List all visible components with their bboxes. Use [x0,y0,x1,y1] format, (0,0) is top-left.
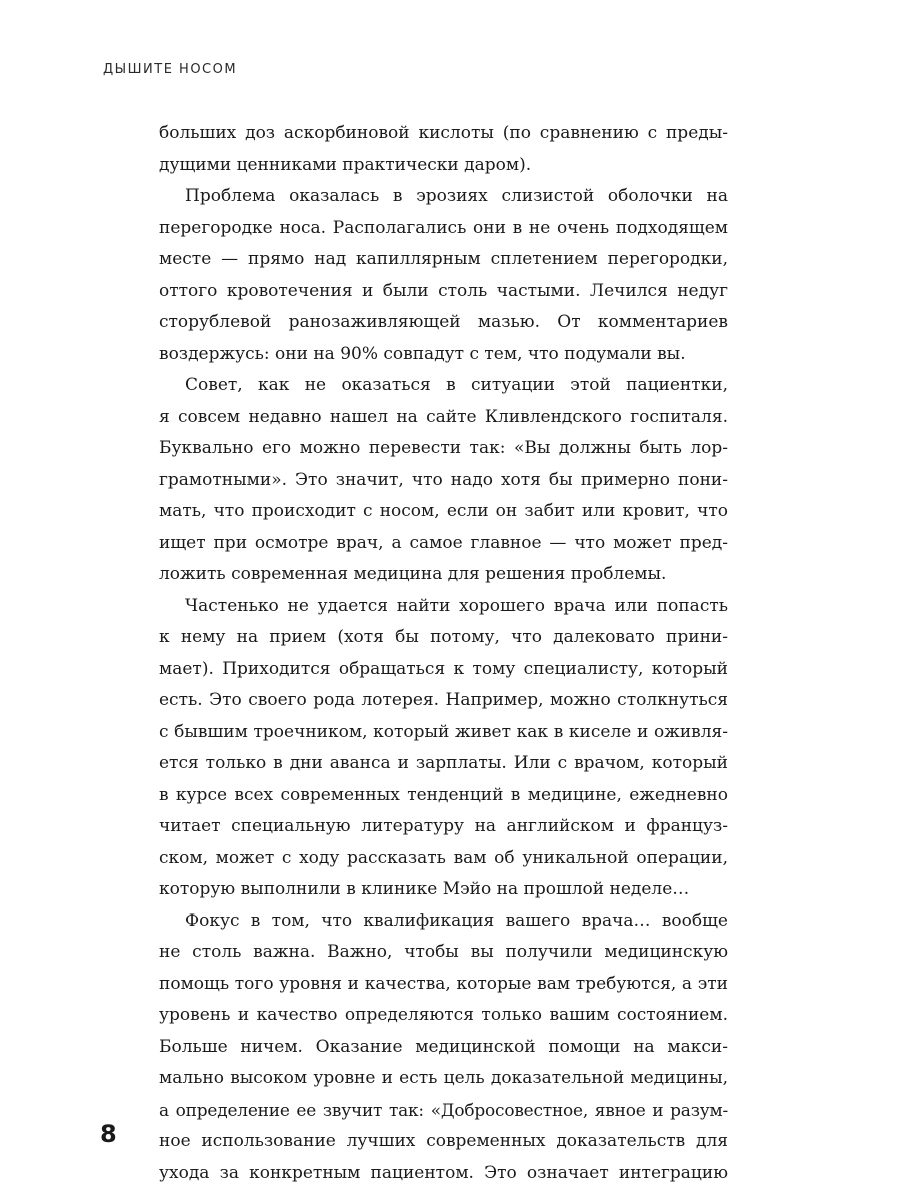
text-line: мает). Приходится обращаться к тому специалисту, который [159,658,728,679]
text-line: воздержусь: они на 90% совпадут с тем, что подумали вы. [159,343,686,364]
paragraph [159,906,728,1190]
text-line: ищет при осмотре врач, а самое главное — что может пред- [159,532,728,553]
text-line: оттого кровотечения и были столь частыми. Лечился недуг [159,280,728,301]
text-line: читает специальную литературу на английском и француз- [159,816,728,836]
text-line: больших доз аскорбиновой кислоты (по сравнению с преды- [159,123,728,143]
running-header: ДЫШИТЕ НОСОМ [103,62,238,77]
text-line: уровень и качество определяются только вашим состоянием. [159,1005,728,1025]
text-line: ском, может с ходу рассказать вам об уникальной операции, [159,847,728,868]
text-line: Фокус в том, что квалификация вашего врача… вообще [185,910,728,931]
text-line: есть. Это своего рода лотерея. Например, можно столкнуться [159,690,728,710]
paragraph [159,118,728,181]
text-line: Совет, как не оказаться в ситуации этой пациентки, [185,375,728,395]
paragraph [159,181,728,370]
text-line: ухода за конкретным пациентом. Это означает интеграцию [159,1162,728,1183]
text-line: в курсе всех современных тенденций в медицине, ежедневно [159,784,728,805]
text-line: я совсем недавно нашел на сайте Кливлендского госпиталя. [159,406,728,427]
text-line: дущими ценниками практически даром). [159,154,532,175]
text-line: ное использование лучших современных доказательств для [159,1131,728,1151]
text-line: ется только в дни аванса и зарплаты. Или с врачом, который [159,753,728,773]
text-line: Проблема оказалась в эрозиях слизистой оболочки на [185,186,728,206]
text-line: а определение ее звучит так: «Добросовестное, явное и разум- [159,1099,728,1120]
text-line: месте — прямо над капиллярным сплетением перегородки, [159,249,728,269]
text-line: с бывшим троечником, который живет как в киселе и оживля- [159,721,728,742]
text-line: Больше ничем. Оказание медицинской помощи на макси- [159,1036,728,1057]
text-line: не столь важна. Важно, чтобы вы получили медицинскую [159,942,728,962]
text-line: грамотными». Это значит, что надо хотя бы примерно пони- [159,469,728,490]
text-line: помощь того уровня и качества, которые вам требуются, а эти [159,973,728,994]
text-line: мально высоком уровне и есть цель доказательной медицины, [159,1068,728,1088]
text-line: ложить современная медицина для решения проблемы. [159,564,667,584]
text-line: к нему на прием (хотя бы потому, что далековато прини- [159,627,728,647]
text-line: которую выполнили в клинике Мэйо на прошлой неделе… [159,879,690,899]
text-line: перегородке носа. Располагались они в не очень подходящем [159,217,728,238]
text-line: Частенько не удается найти хорошего врача или попасть [185,595,728,616]
page-number: 8 [100,1120,117,1148]
body-text [159,118,728,1189]
text-line: мать, что происходит с носом, если он забит или кровит, что [159,501,728,521]
paragraph [159,370,728,591]
paragraph [159,591,728,906]
text-line: сторублевой ранозаживляющей мазью. От комментариев [159,312,728,332]
text-line: Буквально его можно перевести так: «Вы должны быть лор- [159,438,728,458]
